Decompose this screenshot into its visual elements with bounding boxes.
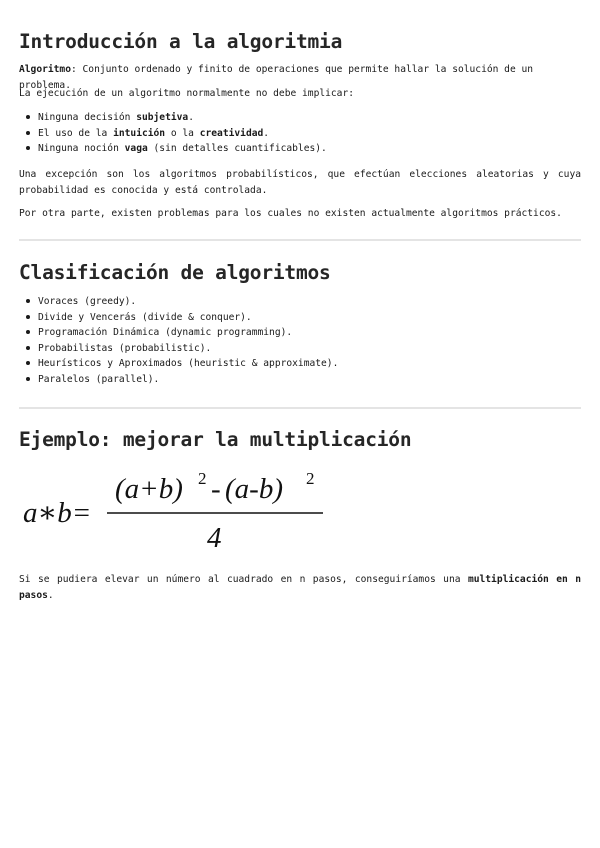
formula-term-b: (a-b)	[225, 473, 283, 505]
formula-minus: -	[211, 473, 221, 505]
formula-lhs: a∗b=	[23, 497, 92, 529]
formula-exponent-b: 2	[306, 469, 315, 488]
heading-intro: Introducción a la algoritmia	[19, 30, 343, 53]
definition-text: : Conjunto ordenado y finito de operaciones que permite hallar la solución de un problema.	[19, 64, 534, 91]
other-paragraph: Por otra parte, existen problemas para los cuales no existen actualmente algoritmos prácticos.	[19, 208, 562, 219]
heading-ejemplo: Ejemplo: mejorar la multiplicación	[19, 428, 412, 451]
section-divider	[19, 239, 581, 241]
list-item: Heurísticos y Aproximados (heuristic & approximate).	[38, 356, 600, 372]
clasificacion-list	[19, 294, 600, 387]
list-item: Paralelos (parallel).	[38, 372, 600, 388]
list-item: Voraces (greedy).	[38, 294, 600, 310]
list-item: Divide y Vencerás (divide & conquer).	[38, 310, 600, 326]
probabilistic-paragraph: Una excepción son los algoritmos probabilísticos, que efectúan elecciones aleatorias y cuya probabilidad es conocida y está controlada.	[19, 169, 581, 196]
formula-denominator: 4	[207, 522, 222, 554]
heading-clasificacion: Clasificación de algoritmos	[19, 261, 331, 284]
definition-term: Algoritmo	[19, 64, 71, 75]
list-item: Ninguna noción vaga (sin detalles cuantificables).	[38, 141, 600, 157]
list-item: Probabilistas (probabilistic).	[38, 341, 600, 357]
ejemplo-paragraph: Si se pudiera elevar un número al cuadrado en n pasos, conseguiríamos una multiplicación en n pasos.	[19, 574, 581, 601]
execution-paragraph: La ejecución de un algoritmo normalmente no debe implicar:	[19, 88, 355, 99]
list-item: Ninguna decisión subjetiva.	[38, 110, 600, 126]
multiplication-formula	[23, 462, 343, 558]
formula-exponent-a: 2	[198, 469, 207, 488]
formula-term-a: (a+b)	[115, 473, 183, 505]
list-item: Programación Dinámica (dynamic programming).	[38, 325, 600, 341]
intro-bullet-list	[19, 110, 600, 157]
section-divider	[19, 407, 581, 409]
list-item: El uso de la intuición o la creatividad.	[38, 126, 600, 142]
